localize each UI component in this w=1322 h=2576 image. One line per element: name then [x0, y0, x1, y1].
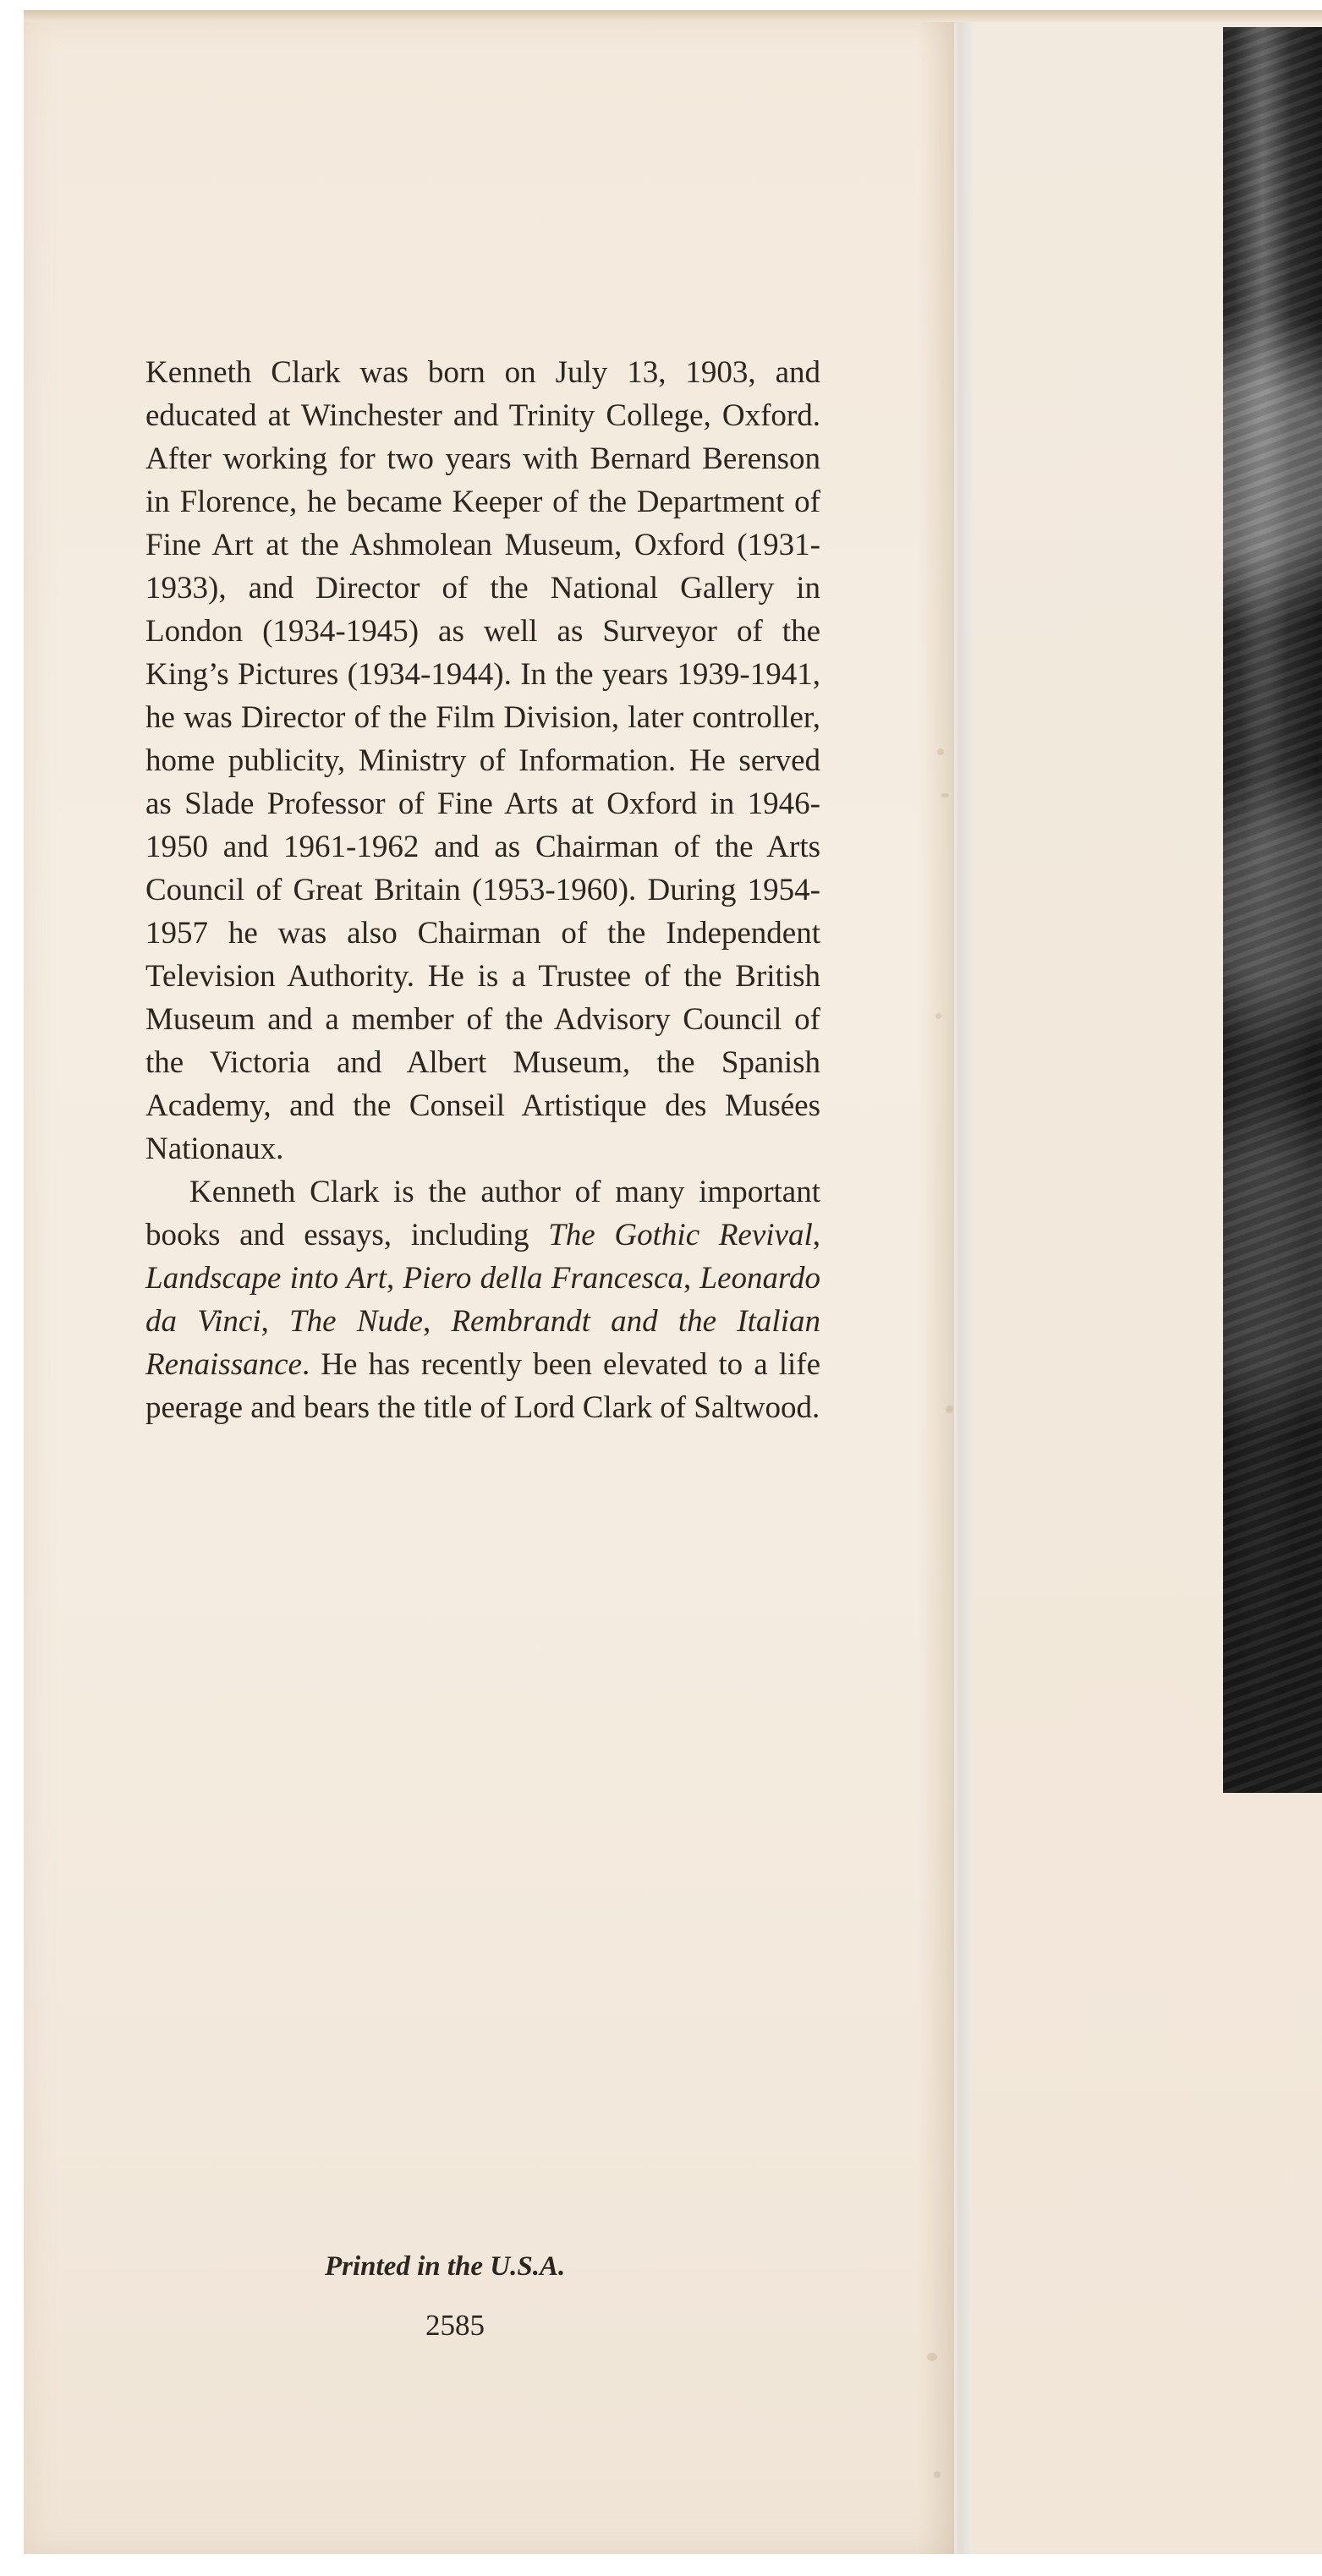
paper-spot — [927, 2353, 937, 2361]
book-title-the-nude: The Nude — [289, 1304, 423, 1339]
photo-texture — [1223, 27, 1322, 1793]
title-separator: , — [812, 1218, 820, 1252]
paper-spot — [934, 2471, 941, 2478]
paper-spot — [935, 1013, 941, 1019]
top-edge — [24, 10, 1322, 22]
paper-spot — [941, 793, 949, 797]
bio-paragraph-2-intro: Kenneth Clark is the author of many important books and essays, including — [145, 1175, 820, 1252]
title-separator: , — [387, 1261, 403, 1296]
title-separator: , — [422, 1304, 452, 1339]
book-title-landscape-into-art: Landscape into Art — [145, 1261, 387, 1296]
bio-paragraph-2-end: . He has recently been elevated to a life peerage and bears the title of Lord Clark of Saltwood. — [145, 1347, 820, 1425]
book-title-gothic-revival: The Gothic Revival — [548, 1218, 813, 1252]
book-title-leonardo-da-vinci: Leonardo da Vinci — [145, 1261, 821, 1339]
bio-paragraph-2 — [145, 1170, 820, 1429]
printed-in-usa: Printed in the U.S.A. — [325, 2251, 566, 2282]
author-photo-edge — [1223, 27, 1322, 1793]
paper-spot — [937, 748, 944, 755]
bio-paragraph-1: Kenneth Clark was born on July 13, 1903, and educated at Winchester and Trinity College, Oxford. After working for two years with Bernard Berenson in Florence, he became Keeper of the Department of Fine Art at the Ashmolean Museum, Oxford (1931-1933), and Director of the National Gallery in London (1934-1945) as well as Surveyor of the King’s Pictures (1934-1944). In the years 1939-1941, he was Director of the Film Division, later controller, home publicity, Ministry of Information. He served as Slade Professor of Fine Arts at Oxford in 1946-1950 and 1961-1962 and as Chairman of the Arts Council of Great Britain (1953-1960). During 1954-1957 he was also Chairman of the Independent Television Authority. He is a Trustee of the British Museum and a member of the Advisory Council of the Victoria and Albert Museum, the Spanish Academy, and the Conseil Artistique des Musées Nationaux. — [145, 355, 820, 1166]
jacket-code: 2585 — [425, 2309, 485, 2342]
book-title-rembrandt: Rembrandt and the Italian Renaissance — [145, 1304, 820, 1382]
author-bio — [145, 351, 820, 1429]
paper-spot — [946, 1406, 953, 1413]
title-separator: , — [261, 1304, 290, 1339]
book-title-piero-della-francesca: Piero della Francesca — [403, 1261, 683, 1296]
title-separator: , — [683, 1261, 700, 1296]
